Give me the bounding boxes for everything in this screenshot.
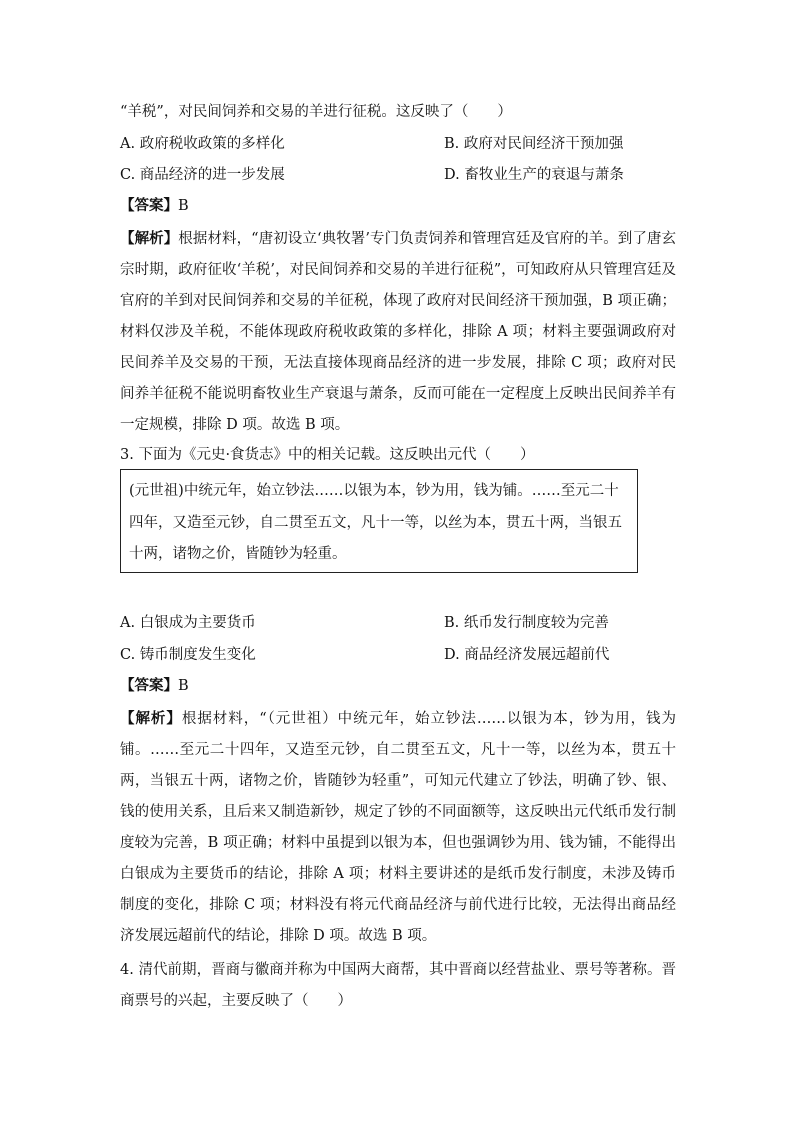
q3-stem: 3. 下面为《元史·食货志》中的相关记载。这反映出元代（ ）: [120, 447, 535, 463]
q3-material-text: (元世祖)中统元年，始立钞法……以银为本，钞为用，钱为铺。……至元二十四年，又造至元钞，自二贯至五文，凡十一等，以丝为本，贯五十两，当银五十两，诸物之价，皆随钞为轻重。: [129, 483, 622, 562]
q2-option-b: B. 政府对民间经济干预加强: [444, 136, 624, 152]
q3-option-c: C. 铸币制度发生变化: [120, 647, 256, 663]
q3-analysis: [120, 703, 676, 952]
answer-label: 【答案】: [120, 677, 178, 694]
q2-option-a: A. 政府税收政策的多样化: [120, 136, 285, 152]
analysis-label: 【解析】: [120, 710, 182, 727]
q3-answer: [120, 676, 189, 696]
q4-stem: 4. 清代前期，晋商与徽商并称为中国两大商帮，其中晋商以经营盐业、票号等著称。晋商票号的兴起，主要反映了（ ）: [120, 962, 676, 1009]
q3-option-b: B. 纸币发行制度较为完善: [444, 615, 609, 631]
q2-option-d: D. 畜牧业生产的衰退与萧条: [444, 167, 624, 183]
answer-value: B: [178, 678, 189, 694]
q3-material-box: [120, 469, 638, 573]
q2-analysis: [120, 223, 676, 441]
q3-option-a: A. 白银成为主要货币: [120, 615, 256, 631]
q2-stem-line: “羊税”，对民间饲养和交易的羊进行征税。这反映了（ ）: [120, 104, 512, 120]
analysis-text: 根据材料，“唐初设立‘典牧署’专门负责饲养和管理宫廷及官府的羊。到了唐玄宗时期，政府征收‘羊税’，对民间饲养和交易的羊进行征税”，可知政府从只管理宫廷及官府的羊到对民间饲养和交易的羊征税，体现了政府对民间经济干预加强，B 项正确；材料仅涉及羊税，不能体现政府税收政策的多样化，排除 A 项；材料主要强调政府对民间养羊及交易的干预，无法直接体现商品经济的进一步发展，排除 C 项；政府对民间养羊征税不能说明畜牧业生产衰退与萧条，反而可能在一定程度上反映出民间养羊有一定规模，排除 D 项。故选 B 项。: [120, 231, 676, 433]
analysis-text: 根据材料，“（元世祖）中统元年，始立钞法……以银为本，钞为用，钱为铺。……至元二十四年，又造至元钞，自二贯至五文，凡十一等，以丝为本，贯五十两，当银五十两，诸物之价，皆随钞为轻重”，可知元代建立了钞法，明确了钞、银、钱的使用关系，且后来又制造新钞，规定了钞的不同面额等，这反映出元代纸币发行制度较为完善，B 项正确；材料中虽提到以银为本，但也强调钞为用、钱为铺，不能得出白银成为主要货币的结论，排除 A 项；材料主要讲述的是纸币发行制度，未涉及铸币制度的变化，排除 C 项；材料没有将元代商品经济与前代进行比较，无法得出商品经济发展远超前代的结论，排除 D 项。故选 B 项。: [120, 711, 676, 944]
q2-answer: [120, 196, 189, 216]
analysis-label: 【解析】: [120, 230, 179, 247]
answer-label: 【答案】: [120, 197, 178, 214]
q2-option-c: C. 商品经济的进一步发展: [120, 167, 285, 183]
q3-option-d: D. 商品经济发展远超前代: [444, 647, 610, 663]
answer-value: B: [178, 198, 189, 214]
